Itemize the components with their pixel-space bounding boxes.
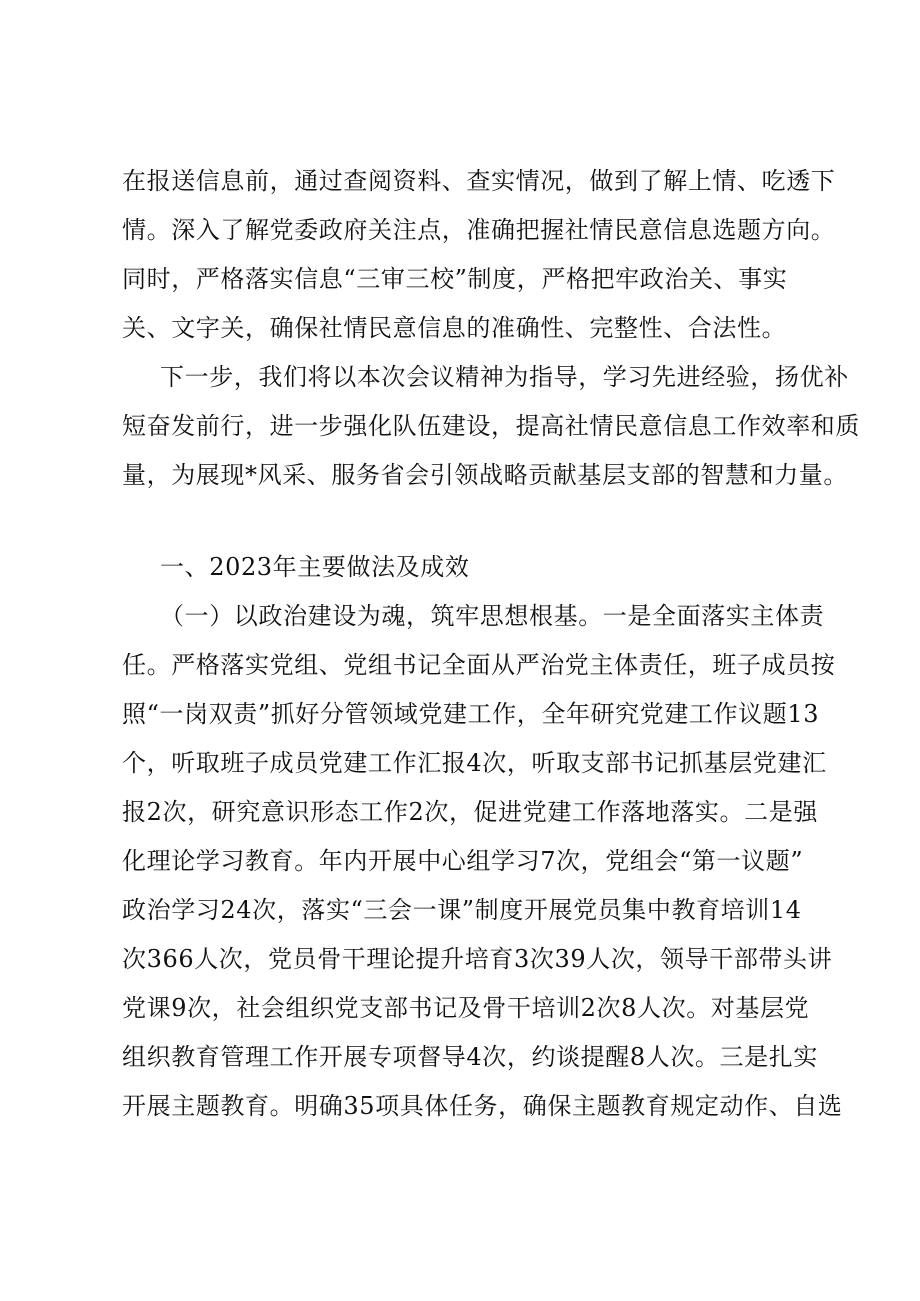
paragraph-line: 政治学习24次，落实“三会一课”制度开展党员集中教育培训14	[122, 896, 802, 924]
paragraph-line: 情。深入了解党委政府关注点，准确把握社情民意信息选题方向。	[122, 216, 836, 244]
paragraph-line: 同时，严格落实信息“三审三校”制度，严格把牢政治关、事实	[122, 265, 788, 293]
paragraph-line: 党课9次，社会组织党支部书记及骨干培训2次8人次。对基层党	[122, 994, 810, 1022]
paragraph-line: 开展主题教育。明确35项具体任务，确保主题教育规定动作、自选	[122, 1092, 843, 1120]
section-heading: 一、2023年主要做法及成效	[160, 553, 470, 581]
paragraph-line: 组织教育管理工作开展专项督导4次，约谈提醒8人次。三是扎实	[122, 1043, 818, 1071]
paragraph-line: 短奋发前行，进一步强化队伍建设，提高社情民意信息工作效率和质	[122, 412, 860, 440]
paragraph-line: 关、文字关，确保社情民意信息的准确性、完整性、合法性。	[122, 314, 787, 342]
paragraph-line: 次366人次，党员骨干理论提升培育3次39人次，领导干部带头讲	[122, 945, 833, 973]
paragraph-line: 下一步，我们将以本次会议精神为指导，学习先进经验，扬优补	[160, 363, 849, 391]
paragraph-line: （一）以政治建设为魂，筑牢思想根基。一是全面落实主体责	[160, 602, 825, 630]
paragraph-line: 个，听取班子成员党建工作汇报4次，听取支部书记抓基层党建汇	[122, 749, 827, 777]
paragraph-line: 报2次，研究意识形态工作2次，促进党建工作落地落实。二是强	[122, 798, 818, 826]
paragraph-line: 化理论学习教育。年内开展中心组学习7次，党组会“第一议题”	[122, 847, 804, 875]
paragraph-line: 任。严格落实党组、党组书记全面从严治党主体责任，班子成员按	[122, 651, 836, 679]
paragraph-line: 照“一岗双责”抓好分管领域党建工作，全年研究党建工作议题13	[122, 700, 820, 728]
paragraph-line: 量，为展现*风采、服务省会引领战略贡献基层支部的智慧和力量。	[122, 461, 848, 489]
paragraph-line: 在报送信息前，通过查阅资料、查实情况，做到了解上情、吃透下	[122, 167, 836, 195]
